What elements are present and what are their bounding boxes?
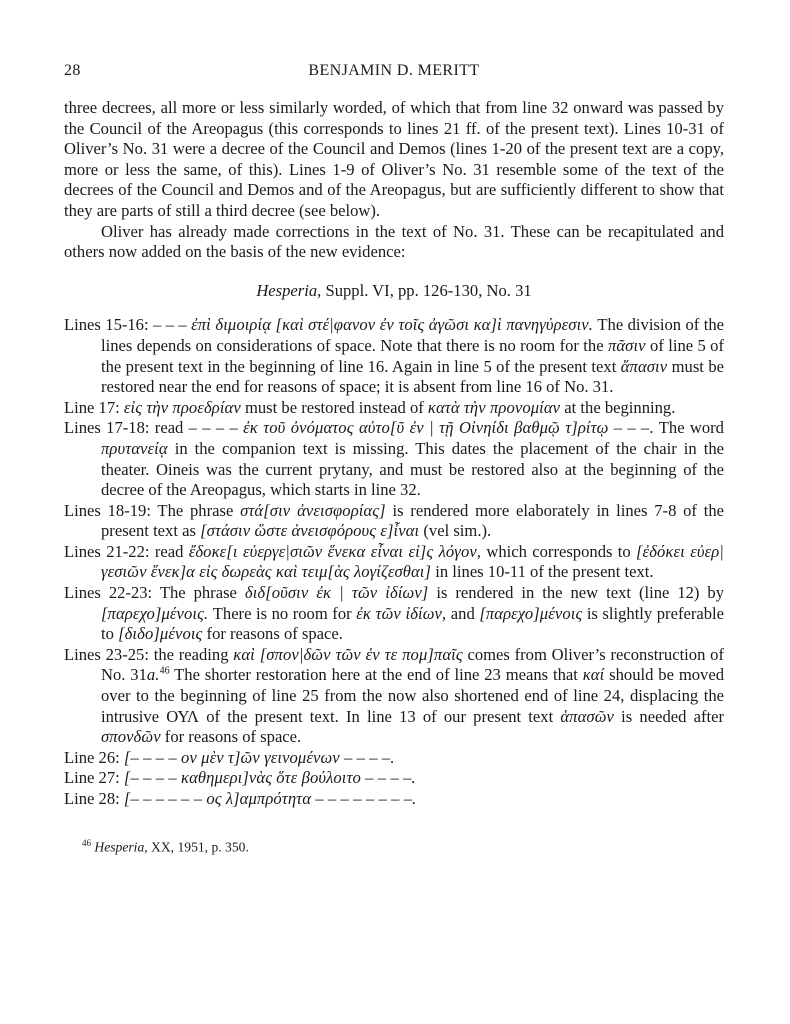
- entry-lines-23-25: [64, 645, 724, 748]
- entry-label: Lines 18-19: The phrase: [64, 500, 241, 520]
- entry-text: for reasons of space.: [160, 727, 302, 747]
- footnote: [64, 834, 724, 857]
- entry-line-17: [64, 398, 724, 419]
- entry-label: Lines 17-18: read – – – –: [64, 418, 244, 438]
- section-heading: [64, 281, 724, 302]
- entry-label: Lines 15-16: – – –: [64, 315, 192, 335]
- greek-text: διδ[οῦσιν ἐκ | τῶν ἰδίων]: [244, 583, 429, 603]
- entry-line-26: [64, 748, 724, 769]
- entry-text: and: [446, 603, 480, 623]
- entry-text: in lines 10-11 of the present text.: [431, 562, 654, 582]
- entry-text: is rendered in the new text (line 12) by: [428, 583, 725, 603]
- greek-text: ἐκ τοῦ ὀνόματος αὐτο[ῦ ἐν | τῇ Οἰνηίδι βαθμῷ τ]ρίτῳ: [243, 418, 609, 438]
- greek-text: [στάσιν ὥστε ἀνεισφόρους ε]ἶναι: [200, 521, 420, 541]
- greek-text: ΟΥΛ: [166, 706, 200, 726]
- greek-text: ἔδοκε[ι εὐεργε|σιῶν ἕνεκα εἶναι εἰ]ς λόγον,: [188, 541, 482, 561]
- paragraph: Oliver has already made corrections in the text of No. 31. These can be recapitulated and others now added on the basis of the new evidence:: [64, 221, 724, 262]
- entry-text: is slightly preferable to: [101, 603, 724, 644]
- entry-text: is rendered more elaborately in lines 7-8 of the present text as: [101, 500, 724, 541]
- greek-text: [– – – – ον μὲν τ]ῶν γεινομένων – – – –.: [123, 747, 395, 767]
- entry-text: must be restored near the end for reasons of space; it is absent from line 16 of No. 31.: [101, 356, 724, 397]
- entry-text-italic: a.: [146, 665, 160, 685]
- greek-text: πᾶσιν: [607, 335, 646, 355]
- entry-text: There is no room for: [208, 603, 357, 623]
- greek-text: [παρεχο]μένοις.: [101, 603, 209, 623]
- document-page: [64, 62, 724, 856]
- paragraph: three decrees, all more or less similarly worded, of which that from line 32 onward was passed by the Council of the Areopagus (this corresponds to lines 21 ff. of the present text). Lines 10-31 of Oliver’s No. 31 were a decree of the Council and Demos (lines 1-20 of the present text are a copy, more or less the same, of this). Lines 1-9 of Oliver’s No. 31 resemble some of the text of the decrees of the Council and Demos and of the Areopagus, but are sufficiently different to show that they are parts of still a third decree (see below).: [64, 98, 724, 220]
- heading-citation: Suppl. VI, pp. 126-130, No. 31: [321, 280, 532, 300]
- greek-text: καὶ [σπον|δῶν τῶν ἐν τε πομ]παῖς: [233, 644, 463, 664]
- entry-text: of the present text. In line 13 of our present text: [199, 706, 561, 726]
- greek-text: ἅπασιν: [620, 356, 668, 376]
- entry-text: (vel sim.).: [419, 521, 492, 541]
- entry-text: should be moved over to the beginning of line 25 from the now also shortened end of line 24, displacing the intrusive: [101, 665, 724, 726]
- page-number: 28: [64, 62, 81, 79]
- entry-text: at the beginning.: [560, 397, 676, 417]
- entry-text: for reasons of space.: [202, 624, 343, 644]
- running-title: BENJAMIN D. MERITT: [308, 62, 480, 79]
- entry-text: of line 5 of the present text in the beginning of line 16. Again in line 5 of the present text: [101, 335, 724, 376]
- entry-text: comes from Oliver’s reconstruction of No. 31: [101, 644, 724, 685]
- entry-text: – – –. The word: [608, 418, 724, 438]
- page-header: [64, 62, 724, 86]
- greek-text: πρυτανείᾳ: [101, 438, 168, 458]
- entry-lines-17-18: [64, 418, 724, 500]
- greek-text: κατὰ τὴν προνομίαν: [427, 397, 561, 417]
- entry-text: The division of the lines depends on considerations of space. Note that there is no room for the: [101, 315, 725, 355]
- entry-label: Lines 23-25: the reading: [64, 644, 234, 664]
- greek-text: [– – – – καθημερι]νὰς ὅτε βούλοιτο – – – –.: [123, 768, 416, 788]
- entry-line-28: [64, 789, 724, 810]
- entry-text: in the companion text is missing. This dates the placement of the chair in the theater. Oineis was the current prytany, and must be restored also at the beginning of the decree of the Areopagus, which starts in line 32.: [101, 438, 724, 500]
- greek-text: σπονδῶν: [101, 727, 161, 747]
- greek-text: [διδο]μένοις: [118, 624, 203, 644]
- entry-label: Line 17:: [64, 397, 124, 417]
- entry-label: Lines 21-22: read: [64, 541, 189, 561]
- entry-lines-15-16: [64, 315, 724, 397]
- greek-text: ἁπασῶν: [560, 706, 614, 726]
- entry-text: which corresponds to: [481, 541, 636, 561]
- entry-lines-21-22: [64, 542, 724, 583]
- entry-line-27: [64, 768, 724, 789]
- body-text: [64, 98, 724, 810]
- footnote-citation: XX, 1951, p. 350.: [147, 839, 249, 855]
- entry-text: must be restored instead of: [240, 397, 428, 417]
- greek-text: [– – – – – – ος λ]αμπρότητα – – – – – – – –.: [123, 789, 417, 808]
- greek-text: ἐκ τῶν ἰδίων,: [356, 603, 447, 623]
- entry-text: The shorter restoration here at the end of line 23 means that: [169, 665, 583, 685]
- greek-text: [παρεχο]μένοις: [479, 603, 583, 623]
- greek-text: εἰς τὴν προεδρίαν: [123, 397, 241, 417]
- footnote-number: 46: [82, 837, 91, 848]
- entry-label: Line 28:: [64, 789, 124, 808]
- greek-text: ἐπὶ διμοιρίᾳ [καὶ στέ|φανον ἐν τοῖς ἀγῶσι κα]ὶ πανηγύρεσιν.: [191, 315, 594, 335]
- greek-text: καί: [582, 665, 605, 685]
- footnote-journal: Hesperia,: [94, 839, 148, 855]
- footnote-reference: 46: [159, 665, 170, 677]
- greek-text: στά[σιν ἀνεισφορίας]: [240, 500, 386, 520]
- entry-label: Lines 22-23: The phrase: [64, 583, 245, 603]
- entry-text: is needed after: [613, 706, 724, 726]
- entry-label: Line 27:: [64, 768, 124, 788]
- entry-lines-18-19: [64, 501, 724, 542]
- greek-text: [ἐδόκει εὐερ|γεσιῶν ἕνεκ]α εἰς δωρεὰς καὶ τειμ[ὰς λογίζεσθαι]: [101, 541, 724, 582]
- heading-journal-title: Hesperia,: [256, 280, 322, 300]
- entry-label: Line 26:: [64, 747, 124, 767]
- entry-lines-22-23: [64, 583, 724, 645]
